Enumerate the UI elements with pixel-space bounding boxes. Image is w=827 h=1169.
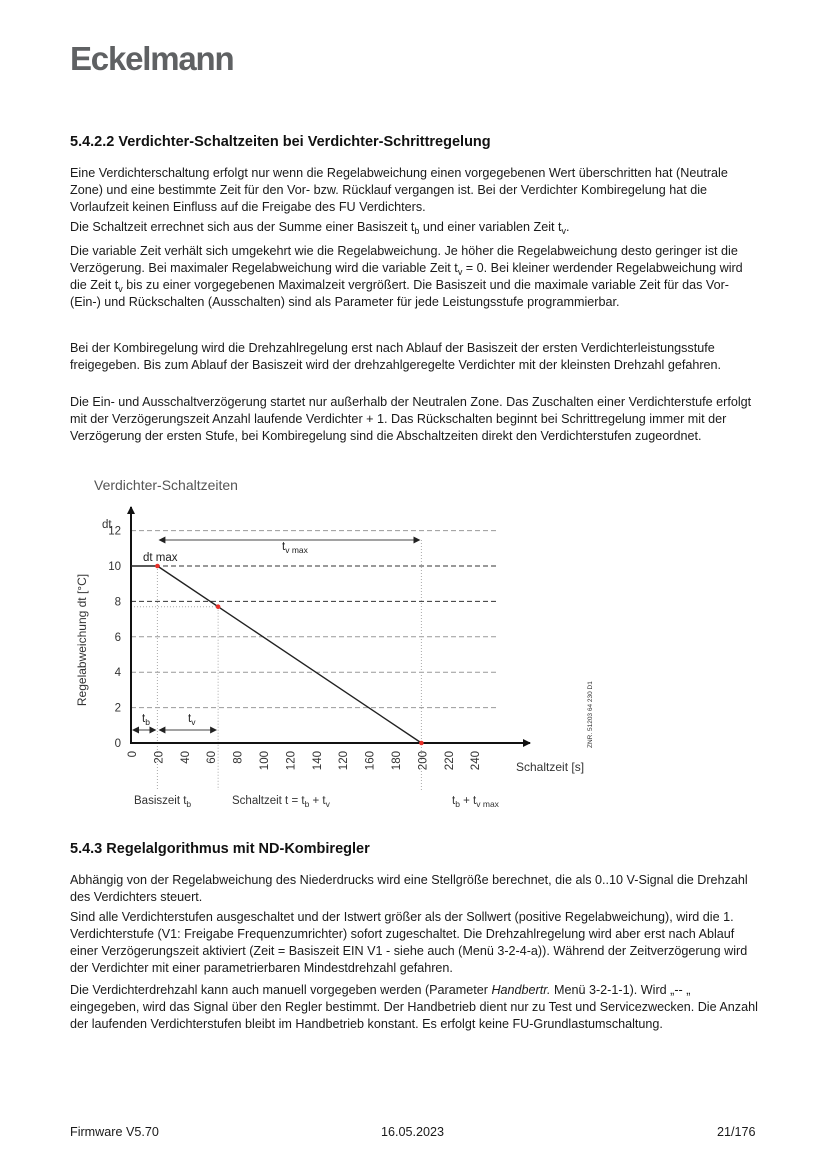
subscript: v max (476, 799, 499, 809)
x-tick-label: 20 (153, 751, 166, 764)
x-tick-label: 160 (364, 751, 377, 771)
text: Basiszeit t (134, 795, 187, 807)
subscript: v max (285, 545, 308, 555)
eckelmann-logo: Eckelmann (70, 40, 234, 77)
section-title-5-4-2-2: 5.4.2.2 Verdichter-Schaltzeiten bei Verdichter-Schrittregelung (70, 134, 491, 150)
y-tick-label: 4 (114, 667, 121, 680)
marked-point (216, 604, 221, 609)
subscript: v (457, 267, 463, 277)
paragraph (70, 982, 760, 1033)
text: Die variable Zeit verhält sich umgekehrt wie die Regelabweichung. Je höher die Regelabweichung desto geringer ist die Verzögerung. Bei maximaler Regelabweichung wird die variable Zeit t (70, 244, 738, 275)
x-tick-label: 240 (470, 751, 483, 771)
series-line-dt (131, 566, 421, 743)
y-axis-top-label: dt (102, 519, 112, 531)
annotation-tb (142, 713, 150, 727)
x-tick-label: 120 (285, 751, 298, 771)
text: t (188, 713, 192, 725)
paragraph: Die Ein- und Ausschaltverzögerung startet nur außerhalb der Neutralen Zone. Das Zuschalten einer Verdichterstufe erfolgt mit der Verzögerungszeit Anzahl laufende Verdichter + 1. Das Rückschalten beginnt bei Schrittregelung immer mit der Verzögerung der ersten Stufe, bei Kombiregelung sind die Abschaltzeiten direkt den Verdichterstufen zugeordnet. (70, 395, 752, 443)
footer-page-number: 21/176 (717, 1125, 756, 1139)
annotation-tb-plus-tvmax (452, 795, 500, 809)
text: t (452, 795, 456, 807)
text: + t (459, 795, 477, 807)
annotation-schaltzeit (232, 795, 331, 809)
y-tick-label: 0 (114, 738, 121, 750)
text: Die Verdichterdrehzahl kann auch manuell vorgegeben werden (Parameter (70, 983, 492, 997)
paragraph: Eine Verdichterschaltung erfolgt nur wenn die Regelabweichung einen vorgegebenen Wert überschritten hat (Neutrale Zone) und eine bestimmte Zeit für den Vor- bzw. Rücklauf vergangen ist. Bei der Verdichter Kombiregelung hat die Vorlaufzeit keinen Einfluss auf die Freigabe des FU Verdichters. (70, 166, 728, 214)
annotation-basiszeit (134, 795, 191, 809)
section-title-5-4-3: 5.4.3 Regelalgorithmus mit ND-Kombiregler (70, 841, 370, 857)
x-tick-label: 220 (443, 751, 456, 771)
y-tick-label: 2 (114, 702, 121, 715)
subscript: v (561, 226, 567, 236)
text: bis zu einer vorgegebenen Maximalzeit vergrößert. Die Basiszeit und die maximale variable Zeit für das Vor- (Ein-) und Rückschalten (Ausschalten) sind als Parameter für jede Leistungsstufe programmierbar. (70, 278, 729, 309)
paragraph: Abhängig von der Regelabweichung des Niederdrucks wird eine Stellgröße berechnet, die als 0..10 V-Signal die Drehzahl des Verdichters steuert. (70, 873, 748, 904)
y-tick-label: 10 (108, 561, 121, 573)
subscript: b (304, 799, 310, 809)
subscript: b (455, 799, 460, 809)
y-tick-label: 12 (108, 525, 121, 538)
text: = 0. Bei kleiner werdender Regelabweichung wird die Zeit t (70, 261, 743, 292)
x-tick-label: 60 (206, 751, 219, 764)
subscript: v (325, 799, 330, 809)
chart-title: Verdichter-Schaltzeiten (94, 477, 238, 493)
x-tick-label: 140 (311, 751, 324, 771)
text: Die Schaltzeit errechnet sich aus der Summe einer Basiszeit t (70, 220, 415, 234)
text: t (282, 541, 286, 553)
text: t (142, 713, 146, 725)
x-tick-label: 120 (338, 751, 351, 771)
footer-firmware: Firmware V5.70 (70, 1125, 159, 1139)
drawing-id: ZNR. 51203 64 230 D1 (587, 681, 594, 748)
paragraph: Bei der Kombiregelung wird die Drehzahlregelung erst nach Ablauf der Basiszeit der ersten Verdichterleistungsstufe freigegeben. Bis zum Ablauf der Basiszeit wird der drehzahlgeregelte Verdichter mit der kleinsten Drehzahl gefahren. (70, 341, 722, 372)
text: Schaltzeit t = t (232, 795, 305, 807)
subscript: b (414, 226, 420, 236)
x-tick-label: 80 (232, 751, 245, 764)
x-tick-label: 40 (179, 751, 192, 764)
text: + t (309, 795, 326, 807)
annotation-tv-max (282, 541, 309, 555)
text: Menü 3-2-1-1). Wird „-- „ eingegeben, wird das Signal über den Regler bestimmt. Der Handbetrieb dient nur zu Test und Servicezwecken. Die Anzahl der laufenden Verdichterstufen bleibt im Handbetrieb konstant. Es erfolgt keine FU-Grundlastumschaltung. (70, 983, 758, 1031)
subscript: b (186, 799, 192, 809)
x-tick-label: 200 (417, 751, 430, 771)
marked-point (419, 741, 424, 746)
y-tick-label: 6 (114, 631, 121, 644)
marked-point (155, 564, 160, 569)
annotation-tv (188, 713, 196, 727)
subscript: v (118, 284, 123, 294)
subscript: v (191, 717, 196, 727)
parameter-name: Handbertr. (491, 983, 551, 997)
footer-date: 16.05.2023 (381, 1125, 445, 1139)
x-axis-label: Schaltzeit [s] (516, 760, 585, 774)
subscript: b (145, 717, 150, 727)
y-axis-label: Regelabweichung dt [°C] (75, 573, 89, 707)
text: und einer variablen Zeit t (419, 220, 562, 234)
text: . (566, 220, 570, 234)
x-tick-label: 180 (391, 751, 403, 771)
annotation-dt-max: dt max (143, 552, 178, 564)
x-tick-label: 0 (127, 751, 139, 758)
paragraph: Sind alle Verdichterstufen ausgeschaltet und der Istwert größer als der Sollwert (positive Regelabweichung), wird die 1. Verdichterstufe (V1: Freigabe Frequenzumrichter) sofort zugeschaltet. Die Drehzahlregelung wird aber erst nach Ablauf einer Verzögerungszeit aktiviert (Zeit = Basiszeit EIN V1 - siehe auch (Menü 3-2-4-a)). Während der Zeitverzögerung wird der Verdichter mit einer parametrierbaren Mindestdrehzahl gefahren. (70, 910, 748, 975)
y-tick-label: 8 (114, 596, 121, 609)
x-tick-label: 100 (259, 751, 271, 771)
